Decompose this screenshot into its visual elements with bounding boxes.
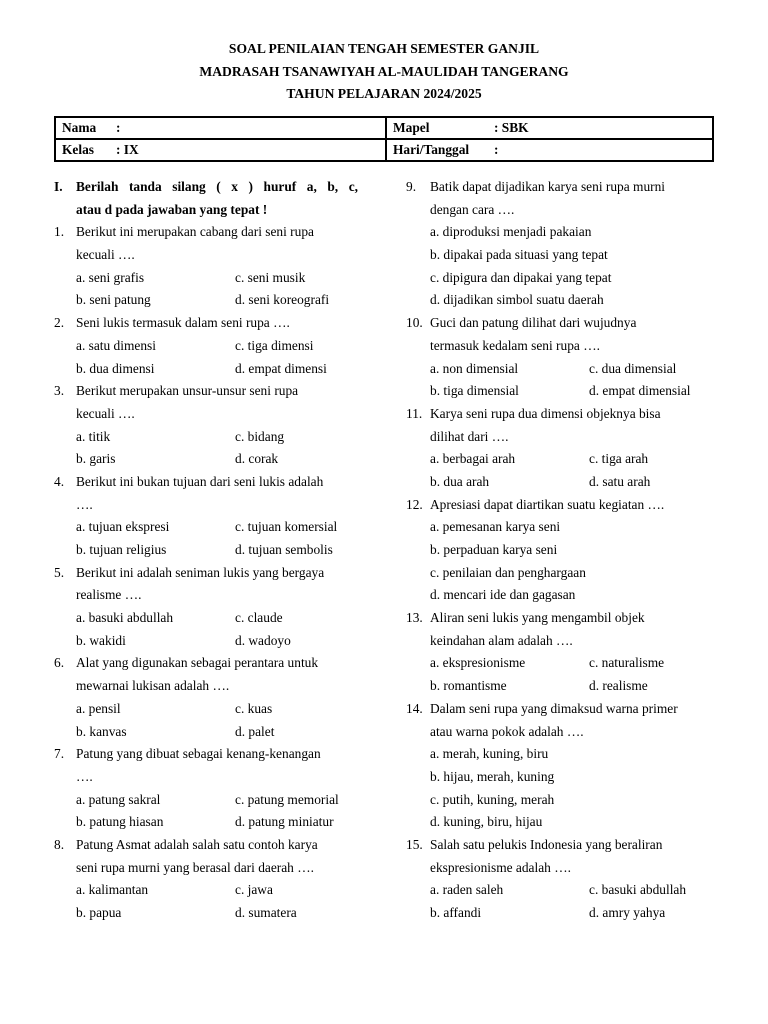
answer-option: b. wakidi	[76, 632, 126, 648]
answer-option: d. palet	[235, 723, 275, 739]
answer-option: a. patung sakral	[76, 791, 161, 807]
nama-label: Nama	[62, 120, 97, 135]
question-item	[406, 834, 714, 925]
answer-option: b. romantisme	[430, 678, 507, 694]
answer-option: c. putih, kuning, merah	[430, 791, 555, 807]
hari-tanggal-cell	[386, 139, 713, 161]
option-row	[406, 539, 714, 562]
question-item	[406, 312, 714, 403]
answer-option: c. claude	[235, 610, 283, 626]
question-number: 4.	[54, 473, 65, 489]
question-line	[54, 221, 358, 244]
question-line	[406, 494, 714, 517]
question-line	[406, 721, 714, 744]
question-item	[406, 698, 714, 834]
question-line	[54, 834, 358, 857]
question-text: Karya seni rupa dua dimensi objeknya bisa	[430, 405, 661, 421]
question-line	[54, 244, 358, 267]
answer-option: d. empat dimensi	[235, 360, 327, 376]
option-row	[406, 743, 714, 766]
option-row	[54, 811, 358, 834]
option-row	[54, 426, 358, 449]
answer-option: b. dua arah	[430, 473, 490, 489]
question-text: Berikut ini bukan tujuan dari seni lukis adalah	[76, 473, 324, 489]
question-number: 7.	[54, 746, 65, 762]
instruction-line	[54, 199, 358, 222]
question-line	[406, 335, 714, 358]
answer-option: b. patung hiasan	[76, 814, 164, 830]
question-text: Alat yang digunakan sebagai perantara untuk	[76, 655, 319, 671]
answer-option: a. tujuan ekspresi	[76, 519, 170, 535]
answer-option: b. tiga dimensial	[430, 383, 519, 399]
question-line	[406, 426, 714, 449]
question-text: ekspresionisme adalah ….	[430, 859, 571, 875]
answer-option: c. dipigura dan dipakai yang tepat	[430, 269, 612, 285]
option-row	[54, 335, 358, 358]
question-line	[54, 766, 358, 789]
answer-option: d. mencari ide dan gagasan	[430, 587, 576, 603]
questions-right-column	[406, 176, 714, 925]
question-number: 8.	[54, 836, 65, 852]
answer-option: b. perpaduan karya seni	[430, 542, 558, 557]
answer-option: a. diproduksi menjadi pakaian	[430, 224, 592, 240]
question-number: 13.	[406, 610, 423, 626]
answer-option: a. merah, kuning, biru	[430, 746, 549, 762]
question-text: Berikut ini merupakan cabang dari seni rupa	[76, 224, 314, 240]
question-line	[54, 403, 358, 426]
question-text: Berikut merupakan unsur-unsur seni rupa	[76, 383, 299, 399]
option-row	[406, 516, 714, 539]
answer-option: a. pemesanan karya seni	[430, 519, 561, 535]
answer-option: a. non dimensial	[430, 360, 519, 376]
option-row	[406, 448, 714, 471]
question-line	[54, 312, 358, 335]
question-text: atau warna pokok adalah ….	[430, 723, 584, 739]
question-item	[54, 312, 358, 380]
questions-left-column	[54, 176, 358, 925]
option-row	[54, 539, 358, 562]
answer-option: b. dua dimensi	[76, 360, 155, 376]
answer-option: c. basuki abdullah	[589, 882, 687, 898]
option-row	[54, 448, 358, 471]
question-item	[54, 221, 358, 312]
hari-tanggal-separator: :	[494, 142, 499, 157]
option-row	[406, 244, 714, 267]
answer-option: a. pensil	[76, 700, 121, 716]
question-text: Seni lukis termasuk dalam seni rupa ….	[76, 315, 290, 331]
question-text: Patung yang dibuat sebagai kenang-kenangan	[76, 746, 321, 762]
exam-header	[0, 38, 768, 106]
answer-option: a. berbagai arah	[430, 451, 516, 467]
answer-option: d. empat dimensial	[589, 383, 691, 399]
answer-option: d. seni koreografi	[235, 292, 330, 308]
question-number: 14.	[406, 700, 423, 716]
question-line	[54, 857, 358, 880]
answer-option: c. seni musik	[235, 269, 306, 285]
answer-option: d. realisme	[589, 678, 648, 694]
answer-option: a. titik	[76, 428, 111, 444]
answer-option: c. penilaian dan penghargaan	[430, 564, 586, 580]
option-row	[54, 630, 358, 653]
option-row	[54, 902, 358, 925]
answer-option: a. raden saleh	[430, 882, 504, 898]
question-text: Patung Asmat adalah salah satu contoh karya	[76, 836, 318, 852]
question-number: 11.	[406, 405, 423, 421]
answer-option: d. tujuan sembolis	[235, 542, 333, 557]
answer-option: b. seni patung	[76, 292, 151, 308]
school-name: MADRASAH TSANAWIYAH AL-MAULIDAH TANGERANG	[199, 63, 569, 79]
answer-option: c. kuas	[235, 700, 273, 716]
answer-option: d. kuning, biru, hijau	[430, 814, 543, 830]
question-line	[54, 652, 358, 675]
section-number: I.	[54, 179, 63, 194]
question-line	[54, 675, 358, 698]
question-number: 3.	[54, 383, 65, 399]
question-item	[54, 471, 358, 562]
answer-option: c. patung memorial	[235, 791, 339, 807]
question-line	[406, 199, 714, 222]
answer-option: a. ekspresionisme	[430, 655, 526, 671]
question-text: dengan cara ….	[430, 201, 515, 217]
answer-option: a. basuki abdullah	[76, 610, 174, 626]
answer-option: d. satu arah	[589, 473, 651, 489]
question-number: 1.	[54, 224, 65, 240]
question-text: Dalam seni rupa yang dimaksud warna primer	[430, 700, 678, 716]
question-text: Berikut ini adalah seniman lukis yang bergaya	[76, 564, 325, 580]
mapel-cell	[386, 117, 713, 139]
answer-option: d. sumatera	[235, 905, 297, 920]
question-number: 9.	[406, 179, 417, 194]
question-item	[406, 607, 714, 698]
answer-option: a. satu dimensi	[76, 337, 156, 353]
question-text: termasuk kedalam seni rupa ….	[430, 337, 600, 353]
answer-option: c. bidang	[235, 428, 285, 444]
question-item	[54, 834, 358, 925]
option-row	[54, 789, 358, 812]
option-row	[406, 562, 714, 585]
question-line	[54, 584, 358, 607]
question-text: Aliran seni lukis yang mengambil objek	[430, 610, 645, 626]
question-text: Batik dapat dijadikan karya seni rupa murni	[430, 179, 666, 194]
option-row	[406, 267, 714, 290]
kelas-label: Kelas	[62, 142, 94, 157]
answer-option: c. dua dimensial	[589, 360, 677, 376]
option-row	[406, 902, 714, 925]
answer-option: b. kanvas	[76, 723, 127, 739]
option-row	[54, 267, 358, 290]
answer-option: b. tujuan religius	[76, 542, 167, 557]
option-row	[406, 471, 714, 494]
question-item	[406, 494, 714, 607]
instruction-text: atau d pada jawaban yang tepat !	[76, 201, 268, 217]
answer-option: c. tujuan komersial	[235, 519, 338, 535]
question-line	[54, 743, 358, 766]
answer-option: d. dijadikan simbol suatu daerah	[430, 292, 604, 308]
answer-option: d. amry yahya	[589, 905, 666, 920]
question-text: dilihat dari ….	[430, 428, 509, 444]
question-number: 10.	[406, 315, 423, 331]
answer-option: d. corak	[235, 451, 279, 467]
question-number: 2.	[54, 315, 65, 331]
question-line	[54, 562, 358, 585]
answer-option: b. papua	[76, 905, 122, 920]
question-text: kecuali ….	[76, 247, 135, 263]
answer-option: a. kalimantan	[76, 882, 149, 898]
option-row	[406, 811, 714, 834]
instruction-text: Berilah tanda silang ( x ) huruf a, b, c,	[76, 179, 358, 194]
option-row	[406, 675, 714, 698]
answer-option: b. dipakai pada situasi yang tepat	[430, 247, 608, 263]
option-row	[406, 652, 714, 675]
mapel-value: : SBK	[494, 120, 529, 135]
hari-tanggal-label: Hari/Tanggal	[393, 142, 470, 157]
answer-option: c. tiga arah	[589, 451, 649, 467]
question-line	[406, 857, 714, 880]
question-number: 6.	[54, 655, 65, 671]
nama-separator: :	[116, 120, 121, 135]
question-line	[406, 312, 714, 335]
question-text: keindahan alam adalah ….	[430, 632, 573, 648]
question-line	[406, 607, 714, 630]
kelas-value: : IX	[116, 142, 139, 157]
student-identity-table	[54, 116, 714, 162]
question-line	[406, 630, 714, 653]
question-item	[406, 403, 714, 494]
answer-option: a. seni grafis	[76, 269, 145, 285]
answer-option: c. tiga dimensi	[235, 337, 314, 353]
answer-option: b. hijau, merah, kuning	[430, 768, 555, 784]
question-item	[54, 743, 358, 834]
question-number: 5.	[54, 564, 65, 580]
option-row	[54, 289, 358, 312]
question-text: Guci dan patung dilihat dari wujudnya	[430, 315, 637, 331]
option-row	[406, 289, 714, 312]
kelas-cell	[55, 139, 386, 161]
option-row	[406, 879, 714, 902]
answer-option: d. patung miniatur	[235, 814, 334, 830]
question-item	[54, 380, 358, 471]
question-line	[406, 834, 714, 857]
mapel-label: Mapel	[393, 120, 430, 135]
option-row	[406, 789, 714, 812]
question-item	[406, 176, 714, 312]
question-line	[54, 471, 358, 494]
option-row	[54, 721, 358, 744]
question-line	[54, 494, 358, 517]
question-line	[406, 698, 714, 721]
option-row	[54, 607, 358, 630]
question-item	[54, 652, 358, 743]
question-line	[406, 176, 714, 199]
question-text: Apresiasi dapat diartikan suatu kegiatan ….	[430, 496, 665, 512]
question-text: ….	[76, 496, 93, 512]
question-line	[406, 403, 714, 426]
answer-option: b. garis	[76, 451, 116, 467]
option-row	[54, 358, 358, 381]
question-text: realisme ….	[76, 587, 142, 603]
option-row	[406, 380, 714, 403]
option-row	[406, 358, 714, 381]
answer-option: d. wadoyo	[235, 632, 291, 648]
option-row	[406, 766, 714, 789]
question-text: mewarnai lukisan adalah ….	[76, 678, 230, 694]
answer-option: c. naturalisme	[589, 655, 665, 671]
nama-cell	[55, 117, 386, 139]
question-number: 15.	[406, 836, 423, 852]
option-row	[406, 584, 714, 607]
option-row	[54, 879, 358, 902]
answer-option: c. jawa	[235, 882, 273, 898]
question-text: kecuali ….	[76, 405, 135, 421]
question-line	[54, 380, 358, 403]
answer-option: b. affandi	[430, 905, 482, 920]
question-text: ….	[76, 768, 93, 784]
question-text: seni rupa murni yang berasal dari daerah ….	[76, 859, 314, 875]
academic-year: TAHUN PELAJARAN 2024/2025	[286, 86, 482, 101]
option-row	[406, 221, 714, 244]
option-row	[54, 516, 358, 539]
instruction-line	[54, 176, 358, 199]
exam-title: SOAL PENILAIAN TENGAH SEMESTER GANJIL	[228, 41, 540, 56]
question-text: Salah satu pelukis Indonesia yang beraliran	[430, 836, 663, 852]
question-item	[54, 562, 358, 653]
question-number: 12.	[406, 496, 423, 512]
option-row	[54, 698, 358, 721]
